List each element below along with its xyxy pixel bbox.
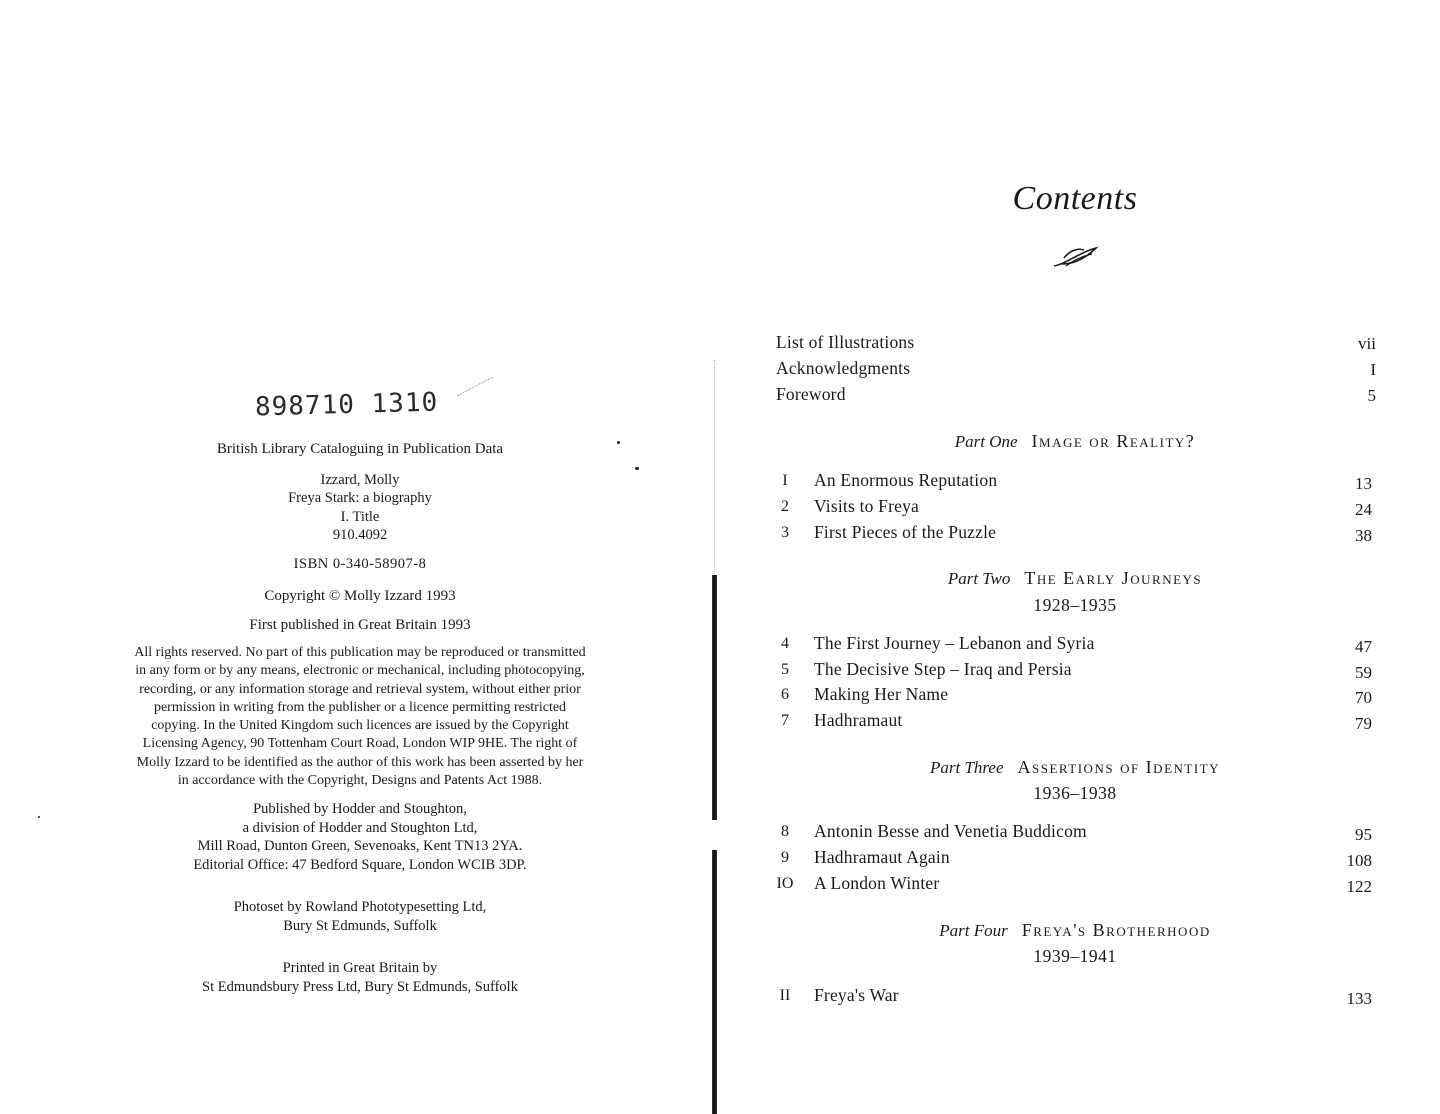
cip-heading: British Library Cataloguing in Publication Data [216,441,504,457]
chapter-page: 133 [1346,989,1372,1008]
rights-line: copying. In the United Kingdom such licences are issued by the Copyright [151,718,569,734]
chapter-page: 122 [1346,877,1372,896]
toc-front-matter-item[interactable] [776,332,1376,356]
part-years: 1928–1935 [1033,595,1117,615]
toc-chapter[interactable] [772,522,1376,546]
publisher-line: a division of Hodder and Stoughton Ltd, [242,819,478,836]
chapter-number: 7 [781,712,789,729]
part-label: Part One [954,432,1018,451]
photoset-info [90,898,630,935]
chapter-number: IO [776,875,794,892]
rights-line: All rights reserved. No part of this publication may be reproduced or transmitted [134,645,586,660]
chapter-title: The First Journey – Lebanon and Syria [814,633,1095,653]
chapter-title: Antonin Besse and Venetia Buddicom [814,821,1087,841]
chapter-page: 70 [1355,688,1372,707]
isbn: ISBN 0-340-58907-8 [293,555,427,572]
toc-entry-title: Acknowledgments [776,358,911,378]
photoset-line: Photoset by Rowland Phototypesetting Ltd, [233,899,487,916]
chapter-page: 59 [1355,663,1372,682]
rights-line: Molly Izzard to be identified as the author of this work has been asserted by her [136,754,584,770]
chapter-number: 8 [781,823,789,840]
first-published: First published in Great Britain 1993 [249,616,471,633]
cip-title: Freya Stark: a biography [288,490,432,506]
ink-speck [635,467,639,470]
chapter-title: An Enormous Reputation [814,470,998,490]
toc-chapter[interactable] [772,470,1376,494]
toc-chapter[interactable] [772,684,1376,708]
leaf-ornament-icon [1052,244,1100,270]
chapter-title: Freya's War [814,985,899,1005]
part-heading [780,431,1370,452]
part-title: Freya's Brotherhood [1021,920,1211,940]
contents-title: Contents [1012,180,1138,217]
toc-chapter[interactable] [772,985,1376,1009]
chapter-number: 4 [781,635,789,652]
chapter-page: 38 [1355,526,1372,545]
part-years: 1939–1941 [1033,946,1117,966]
part-label: Part Four [939,921,1008,940]
rights-line: permission in writing from the publisher or a licence permitting restricted [153,699,567,715]
toc-chapter[interactable] [772,659,1376,683]
copyright-notice: Copyright © Molly Izzard 1993 [264,588,456,604]
cip-classification: I. Title [340,508,380,525]
printer-line: Printed in Great Britain by [282,960,438,977]
rights-line: recording, or any information storage and retrieval system, without either prior [139,681,581,697]
toc-chapter[interactable] [772,873,1376,897]
chapter-title: The Decisive Step – Iraq and Persia [814,659,1072,679]
cip-author: Izzard, Molly [320,471,400,488]
rights-reserved-paragraph [90,644,630,790]
publisher-info [90,800,630,874]
chapter-number: II [779,987,791,1004]
toc-chapter[interactable] [772,633,1376,657]
part-years: 1936–1938 [1033,783,1117,803]
chapter-page: 24 [1355,500,1372,519]
toc-chapter[interactable] [772,496,1376,520]
part-heading [780,568,1370,589]
chapter-number: 3 [781,524,789,541]
chapter-title: Hadhramaut Again [814,847,950,867]
printer-info [90,959,630,996]
part-title: Image or Reality? [1031,431,1196,451]
chapter-page: 108 [1346,851,1372,870]
toc-page-number: 5 [1367,386,1376,405]
toc-page-number: vii [1358,334,1376,353]
pencil-mark [457,377,493,398]
cip-dewey-number: 910.4092 [332,527,388,543]
part-label: Part Three [929,758,1004,777]
imprint-block [90,440,630,1006]
toc-page-number: I [1370,360,1376,379]
publisher-line: Published by Hodder and Stoughton, [253,801,467,818]
chapter-number: I [782,472,788,489]
rights-line: Licensing Agency, 90 Tottenham Court Road, London WIP 9HE. The right of [142,736,578,752]
chapter-number: 9 [781,849,789,866]
chapter-title: Visits to Freya [814,496,920,516]
gutter-gap [710,820,719,850]
part-title: Assertions of Identity [1017,757,1220,777]
cip-entry [90,471,630,545]
chapter-page: 47 [1355,637,1372,656]
rights-line: in accordance with the Copyright, Designs and Patents Act 1988. [177,773,543,789]
publisher-line: Editorial Office: 47 Bedford Square, London WCIB 3DP. [193,856,527,873]
toc-chapter[interactable] [772,847,1376,871]
handwritten-catalogue-number: 898710 1310 [254,387,439,423]
part-heading [780,757,1370,778]
toc-front-matter-item[interactable] [776,358,1376,382]
toc-entry-title: Foreword [776,384,846,404]
ink-speck [38,816,40,818]
part-title: The Early Journeys [1024,568,1203,588]
toc-entry-title: List of Illustrations [776,332,915,352]
toc-front-matter-item[interactable] [776,384,1376,408]
chapter-number: 2 [781,498,789,515]
chapter-number: 6 [781,686,789,703]
rights-line: in any form or by any means, electronic or mechanical, including photocopying, [135,663,585,679]
part-label: Part Two [947,569,1011,588]
toc-chapter[interactable] [772,821,1376,845]
chapter-page: 79 [1355,714,1372,733]
chapter-title: Making Her Name [814,684,949,704]
toc-chapter[interactable] [772,710,1376,734]
chapter-title: A London Winter [814,873,940,893]
chapter-number: 5 [781,661,789,678]
chapter-title: Hadhramaut [814,710,903,730]
publisher-line: Mill Road, Dunton Green, Sevenoaks, Kent TN13 2YA. [197,838,523,855]
chapter-page: 13 [1355,474,1372,493]
chapter-title: First Pieces of the Puzzle [814,522,997,542]
photoset-line: Bury St Edmunds, Suffolk [283,917,437,934]
printer-line: St Edmundsbury Press Ltd, Bury St Edmunds, Suffolk [202,978,518,995]
chapter-page: 95 [1355,825,1372,844]
part-heading [780,920,1370,941]
